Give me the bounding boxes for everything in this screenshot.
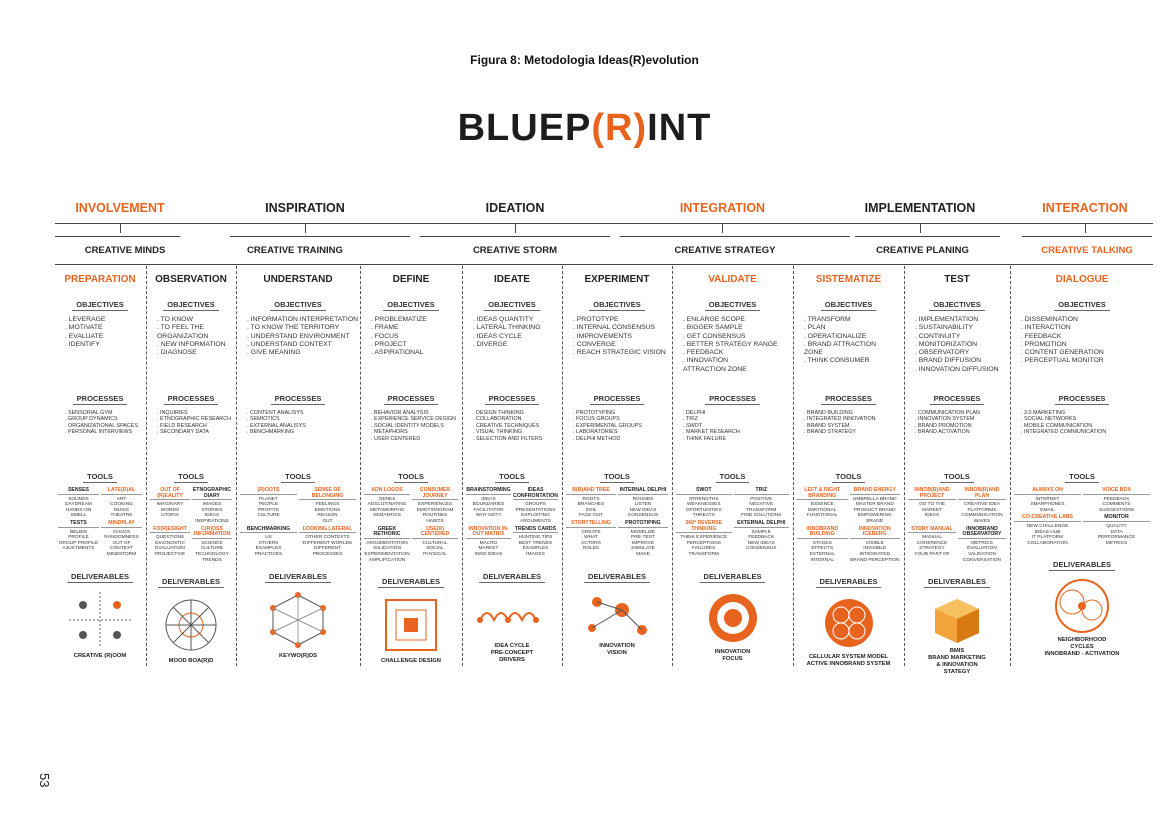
tool-title: TRIZ xyxy=(734,488,790,495)
creative-talking: CREATIVE TALKING xyxy=(1041,245,1133,256)
tool-card xyxy=(364,488,410,525)
deliverables-heading: DELIVERABLES xyxy=(1049,560,1115,571)
tool-card xyxy=(101,488,142,519)
band-rule xyxy=(230,236,410,237)
creative-minds: CREATIVE MINDS xyxy=(84,245,166,256)
tool-title: FO(R)ESIGHT xyxy=(150,527,190,534)
tool-body: POSITIVE NEGATIVE TRANSFORM FIND SOLUTIONS xyxy=(741,496,782,519)
tools-grid xyxy=(1014,488,1150,546)
step-title: UNDERSTAND xyxy=(263,274,333,285)
band-rule xyxy=(855,236,1000,237)
tool-body: ART COOKING MUSIC THEATRE xyxy=(110,496,133,519)
deliverables-heading: DELIVERABLES xyxy=(378,577,444,588)
column-define xyxy=(361,268,461,693)
tool-body: IDEAS BOUNDARIES FACILITATOR WHY NOT? xyxy=(472,496,505,519)
tool-body: ARGUMENTATION VALIDATION EXPERIMENTATION AMPLIFICATION xyxy=(364,540,410,563)
tools-heading: TOOLS xyxy=(281,472,315,483)
tool-title: INTERNAL DELPHI xyxy=(619,487,667,493)
cellular-system-icon xyxy=(814,595,884,651)
column-ideate xyxy=(463,268,561,693)
objectives-heading: OBJECTIVES xyxy=(163,300,219,311)
phase-implementation: IMPLEMENTATION xyxy=(864,201,976,215)
tool-title: CO-CREATIVE LABS xyxy=(1014,515,1081,522)
deliverable-label: CELLULAR SYSTEM MODEL ACTIVE INNOBRAND SYSTEM xyxy=(806,654,891,668)
creative-strategy: CREATIVE STRATEGY xyxy=(674,245,776,256)
tools-grid xyxy=(566,488,668,558)
processes-list: . COMMUNICATION PLAN . INNOVATION SYSTEM . BRAND PROMOTION . BRAND ACTIVATION xyxy=(915,410,980,436)
tools-heading: TOOLS xyxy=(83,472,117,483)
tool-card xyxy=(150,488,190,525)
tool-title: SENSES xyxy=(58,488,99,495)
processes-heading: PROCESSES xyxy=(485,394,540,405)
tool-title: TRENDS CARDS xyxy=(514,525,557,532)
tool-card xyxy=(676,488,732,519)
tool-body: EXPERIENCES EMOTIONGRAM ROUTINES HABITS xyxy=(416,502,454,524)
tools-heading: TOOLS xyxy=(174,472,208,483)
objectives-heading: OBJECTIVES xyxy=(383,300,439,311)
tool-body: STRENGTHS WEAKNESSES OPORTUNITIES THREATS xyxy=(685,496,722,519)
tool-title: SENSE OF BELONGING xyxy=(299,488,356,500)
tool-card xyxy=(513,488,558,525)
tool-body: QUALITY DATA PERFORMANCE METRICS xyxy=(1097,523,1136,546)
deliverables-heading: DELIVERABLES xyxy=(158,577,224,588)
tool-card xyxy=(513,527,558,558)
tick xyxy=(722,223,723,233)
tools-heading: TOOLS xyxy=(394,472,428,483)
tool-body: CULTURAL SOCIAL PHYSICAL xyxy=(422,540,448,557)
phase-inspiration: INSPIRATION xyxy=(265,201,345,215)
tool-card xyxy=(299,488,356,525)
step-title: PREPARATION xyxy=(64,274,136,285)
tool-card xyxy=(618,488,668,519)
logo-text-post: INT xyxy=(647,107,712,149)
tool-card xyxy=(734,521,790,558)
tool-body: MANUAL COHERENCE STRATEGY YOUR PART OF xyxy=(914,535,950,557)
tool-card xyxy=(412,527,458,564)
tool-body: VISIBLE INVISIBLE INTEGRATED BRAND PERCEPTION xyxy=(850,540,900,563)
tool-title: STORYTELLING xyxy=(566,521,616,528)
tool-card xyxy=(58,488,99,519)
tool-title: 360º REVERSE THINKING xyxy=(676,521,732,533)
tool-body: NEW CHALLENGE IDEAS HUB IT PLATFORM COLLABORATION xyxy=(1026,523,1069,546)
tool-card xyxy=(466,488,511,525)
tool-body: MODELIZE PRE-TEST IMPROVE SIMULATE MAKE xyxy=(630,529,656,557)
band-rule xyxy=(1022,236,1152,237)
tools-heading: TOOLS xyxy=(716,472,750,483)
objectives-list: . IDEAS QUANTITY . LATERAL THINKING . IDEAS CYCLE . DIVERGE xyxy=(473,316,541,348)
tool-card xyxy=(240,488,297,525)
tick xyxy=(920,223,921,233)
objectives-heading: OBJECTIVES xyxy=(484,300,540,311)
tool-title: ALWAYS ON xyxy=(1014,488,1081,495)
objectives-list: . IMPLEMENTATION . SUSTAINABILITY . CONTINUITY . MONITORIZATION . OBSERVATORY . BRAND DIFFUSION . INNOVATION DIFFUSION xyxy=(915,316,999,373)
column-test xyxy=(905,268,1009,693)
tools-grid xyxy=(364,488,458,563)
creative-planing: CREATIVE PLANING xyxy=(876,245,969,256)
deliverables-heading: DELIVERABLES xyxy=(584,572,650,583)
tick xyxy=(515,223,516,233)
tool-title: USE(R) CENTERED xyxy=(412,527,458,539)
processes-heading: PROCESSES xyxy=(821,394,876,405)
phase-involvement: INVOLVEMENT xyxy=(75,201,165,215)
phase-rule xyxy=(55,223,1153,224)
objectives-heading: OBJECTIVES xyxy=(1054,300,1110,311)
tools-heading: TOOLS xyxy=(1065,472,1099,483)
tool-title: B(R)AND TREE xyxy=(566,488,616,495)
deliverable-label: INNOVATION VISION xyxy=(599,642,635,656)
tool-card xyxy=(908,527,956,564)
tool-title: GREEK RETHORIC xyxy=(364,527,410,539)
tool-title: SWOT xyxy=(676,488,732,495)
column-dialogue xyxy=(1011,268,1153,693)
tool-card xyxy=(850,488,901,525)
tool-title: LEFT & RIGHT BRANDING xyxy=(797,488,848,500)
tool-body: GO TO THE MARKET IDEAS xyxy=(918,502,946,519)
tool-body: BELBIN PROFILE GROUP PROFILE AJUSTMENTS xyxy=(58,529,99,552)
column-preparation xyxy=(55,268,145,693)
tool-title: INNOBRAND OBSERVATORY xyxy=(958,527,1006,539)
tool-title: STORY MANUAL xyxy=(908,527,956,534)
tools-grid xyxy=(240,488,356,558)
objectives-heading: OBJECTIVES xyxy=(821,300,877,311)
tool-body: OTHER CONTEXTS DIFFERENT WORLDS DIFFERENT PROCESSES xyxy=(302,535,353,557)
processes-heading: PROCESSES xyxy=(164,394,219,405)
band-rule xyxy=(420,236,610,237)
column-observation xyxy=(147,268,235,693)
step-title: OBSERVATION xyxy=(155,274,227,285)
objectives-list: . ENLARGE SCOPE . BIGGER SAMPLE . GET CONSENSUS . BETTER STRATEGY RANGE . FEEDBACK . INNOVATION ATTRACTION ZONE xyxy=(683,316,778,373)
processes-list: . BRAND BUILDING . INTEGRATED INNOVATION . BRAND SYSTEM . BRAND STRATEGY xyxy=(804,410,876,436)
step-title: DEFINE xyxy=(392,274,430,285)
tick xyxy=(120,223,121,233)
deliverable-label: CREATIVE (R)OOM xyxy=(73,652,127,659)
step-title: EXPERIMENT xyxy=(584,274,650,285)
tool-title: TESTS xyxy=(58,521,99,528)
tool-title: BRAINSTORMING xyxy=(466,487,511,493)
tool-title: PROTOTIPING xyxy=(618,521,668,528)
tool-card xyxy=(734,488,790,519)
tool-title: BRAND ENERGY xyxy=(850,488,901,495)
tool-card xyxy=(566,521,616,558)
column-validate xyxy=(673,268,792,693)
band-rule xyxy=(620,236,850,237)
processes-heading: PROCESSES xyxy=(930,394,985,405)
tool-body: STAGES EFFECTS EXTERNAL INTERNAL xyxy=(809,540,835,563)
phase-integration: INTEGRATION xyxy=(679,201,766,215)
challenge-design-icon xyxy=(376,595,446,655)
deliverable-label: MOOD BOA(R)D xyxy=(168,658,214,665)
step-title: SISTEMATIZE xyxy=(815,274,882,285)
tool-card xyxy=(364,527,410,564)
deliverable-label: KEYWO(R)DS xyxy=(279,652,317,659)
tool-body: FEEDBACK COMMENTS SUGGESTIONS xyxy=(1098,496,1135,513)
tool-title: LOOKING LATERAL xyxy=(299,527,356,534)
processes-heading: PROCESSES xyxy=(271,394,326,405)
tool-card xyxy=(1083,515,1150,546)
tool-title: C(R)OSS INFORMATION xyxy=(193,525,231,538)
column-experiment xyxy=(563,268,671,693)
deliverables-heading: DELIVERABLES xyxy=(700,572,766,583)
tool-card xyxy=(299,527,356,558)
tool-body: ROOTS BRANCHES SOIL FACE-OUT xyxy=(577,496,605,519)
idea-cycle-icon xyxy=(472,590,552,640)
deliverables-heading: DELIVERABLES xyxy=(479,572,545,583)
tool-card xyxy=(1014,515,1081,546)
tool-title: LATE(R)AL xyxy=(101,488,142,495)
mood-board-icon xyxy=(156,595,226,655)
tool-card xyxy=(240,527,297,558)
tool-body: ESSENCE EMOTIONAL FUNCTIONAL xyxy=(806,502,838,519)
step-title: VALIDATE xyxy=(708,274,757,285)
step-title: IDEATE xyxy=(494,274,530,285)
innovation-focus-icon xyxy=(698,590,768,646)
logo-text-pre: BLUEP xyxy=(457,107,592,149)
processes-list: . 3.0 MARKETING . SOCIAL NETWORKS . MOBILE COMMUNICATION . INTEGRATED COMMUNICATION xyxy=(1021,410,1107,436)
tool-title: INNOB(R)AND PROJECT xyxy=(908,488,956,500)
phase-ideation: IDEATION xyxy=(485,201,545,215)
band-rule xyxy=(55,236,180,237)
tool-title: VOICE BOX xyxy=(1083,488,1150,495)
objectives-list: . PROTOTYPE . INTERNAL CONSENSUS . IMPROVEMENTS . CONVERGE . REACH STRATEGIC VISION xyxy=(573,316,666,357)
phase-interaction: INTERACTION xyxy=(1042,201,1128,215)
tools-heading: TOOLS xyxy=(940,472,974,483)
objectives-heading: OBJECTIVES xyxy=(589,300,645,311)
tool-body: QUESTIONS DIAGNOSTIC EVALUATION PROJECTIVE xyxy=(154,535,186,557)
objectives-list: . DISSEMINATION . INTERACTION . FEEDBACK . PROMOTION . CONTENT GENERATION . PERCEPTUAL MONITOR xyxy=(1021,316,1104,365)
deliverables-heading: DELIVERABLES xyxy=(924,577,990,588)
tool-body: IMAGES STORIES IDEAS INSPIRATIONS xyxy=(195,502,229,524)
tick xyxy=(305,223,306,233)
tool-card xyxy=(192,488,232,525)
processes-heading: PROCESSES xyxy=(384,394,439,405)
tool-card xyxy=(566,488,616,519)
tools-grid xyxy=(466,488,558,558)
processes-heading: PROCESSES xyxy=(73,394,128,405)
tools-grid xyxy=(58,488,142,558)
tool-title: (R)OOTS xyxy=(240,488,297,495)
processes-heading: PROCESSES xyxy=(1055,394,1110,405)
logo-text-accent: (R) xyxy=(591,107,648,149)
tool-card xyxy=(618,521,668,558)
deliverable-label: CHALLENGE DESIGN xyxy=(381,658,441,665)
objectives-heading: OBJECTIVES xyxy=(270,300,326,311)
tool-body: ROUNDS LISTEN NEW IDEAS CONSENSUS xyxy=(627,496,659,519)
tool-body: CREATE WHAT ACTORS ROLES xyxy=(581,529,601,552)
deliverable-label: BMIS BRAND MARKETING & INNOVATION STATEGY xyxy=(928,648,986,676)
tool-title: MONITOR xyxy=(1083,515,1150,522)
tool-title: EXTERNAL DELPHI xyxy=(734,521,790,528)
innovation-vision-icon xyxy=(577,590,657,640)
tool-body: SAMPLE FEEDBACK NEW IDEAS CONSENSUS xyxy=(746,529,777,552)
deliverables-heading: DELIVERABLES xyxy=(265,572,331,583)
deliverables-heading: DELIVERABLES xyxy=(816,577,882,588)
processes-list: . PROTOTYPING . FOCUS GROUPS . EXPERIMENTAL GROUPS . LABORATORIES . DELPHI METHOD xyxy=(573,410,642,442)
tool-body: UMBRELLA BRAND MASTER BRAND PRODUCT BRAND EMPOWERING BRAND xyxy=(852,496,897,524)
tool-card xyxy=(850,527,901,564)
tool-card xyxy=(101,521,142,558)
processes-list: . SENSORIAL GYM . GROUP DYNAMICS . ORGANIZATIONAL SPACES . PERSONAL INTERVIEWS xyxy=(65,410,138,436)
tools-grid xyxy=(676,488,789,558)
processes-heading: PROCESSES xyxy=(705,394,760,405)
tool-card xyxy=(58,521,99,558)
tool-body: INTERNET SMARPHONES EMAIL xyxy=(1030,496,1065,513)
tool-body: IMAGINARY WORDS UTOPIA xyxy=(156,502,184,519)
creative-rule xyxy=(55,264,1153,265)
tool-card xyxy=(150,527,190,564)
tools-grid xyxy=(908,488,1006,563)
tool-body: PLANET PEOPLE PROFITS CULTURE xyxy=(257,496,280,519)
tool-card xyxy=(908,488,956,525)
tool-body: SOUNDS DAYDREAM HANDS-ON SMELL xyxy=(65,496,92,519)
tick xyxy=(1085,223,1086,233)
neighborhood-cycles-icon xyxy=(1032,578,1132,634)
keywords-icon xyxy=(253,590,343,650)
tool-card xyxy=(466,527,511,558)
processes-list: . INQUIRIES . ETNOGRAPHIC RESEARCH . FIELD RESEARCH . SECONDARY DATA xyxy=(157,410,231,436)
tools-grid xyxy=(150,488,232,563)
tool-card xyxy=(676,521,732,558)
deliverables-heading: DELIVERABLES xyxy=(67,572,133,583)
tool-card xyxy=(958,527,1006,564)
processes-list: . CONTENT ANALISYS . SEMIOTICS . EXTERNAL ANALISYS . BENCHMARKING xyxy=(247,410,306,436)
objectives-list: . PROBLEMATIZE . FRAME . FOCUS . PROJECT . ASPIRATIONAL xyxy=(371,316,427,357)
processes-heading: PROCESSES xyxy=(590,394,645,405)
tool-body: CREATIVE IDEA PLATFORMS COMMUNICATION WAVES xyxy=(961,502,1003,524)
blueprint-logo xyxy=(0,108,1169,148)
objectives-list: . LEVERAGE . MOTIVATE . EVALUATE . IDENTIFY xyxy=(65,316,106,348)
objectives-list: . TRANSFORM . PLAN . OPERATIONALIZE . BRAND ATTRACTION ZONE . THINK CONSUMER xyxy=(804,316,877,365)
creative-training: CREATIVE TRAINING xyxy=(247,245,343,256)
page-number: 53 xyxy=(37,773,52,788)
tool-body: HUNTING TIPS BEST TRENDS EXAMPLES IMAGES xyxy=(518,535,553,557)
tool-card xyxy=(192,527,232,564)
tool-card xyxy=(1014,488,1081,513)
tools-grid xyxy=(797,488,900,563)
objectives-heading: OBJECTIVES xyxy=(705,300,761,311)
tool-card xyxy=(1083,488,1150,513)
tool-card xyxy=(412,488,458,525)
tool-title: CONSUMER JOURNEY xyxy=(412,488,458,500)
tool-card xyxy=(797,527,848,564)
tool-body: US OTHERS EXAMPLES PRACTICES xyxy=(254,535,283,557)
tool-body: GROUPS PRESENTATIONS EXPLOITING ARGUMENTS xyxy=(515,502,556,524)
step-title: DIALOGUE xyxy=(1055,274,1109,285)
tool-title: ADN LOGOS xyxy=(364,488,410,495)
objectives-list: . TO KNOW . TO FEEL THE ORGANIZATION . NEW INFORMATION . DIAGNOSE xyxy=(157,316,226,357)
tool-title: MINDPLAY xyxy=(101,521,142,528)
creative-storm: CREATIVE STORM xyxy=(472,245,558,256)
tool-title: INNOVATION IN-OUT MATRIX xyxy=(466,527,511,539)
objectives-heading: OBJECTIVES xyxy=(72,300,128,311)
objectives-heading: OBJECTIVES xyxy=(929,300,985,311)
tool-title: OUT OF (R)EALITY xyxy=(150,488,190,500)
tool-title: INNOVATION ICEBERG xyxy=(850,527,901,539)
tool-body: METRICS EVALUATION VALIDATION CONVERSATION xyxy=(962,540,1002,563)
deliverable-label: INNOVATION FOCUS xyxy=(714,648,751,662)
deliverable-label: NEIGHBORHOOD CYCLES INNOBRAND - ACTIVATION xyxy=(1044,637,1120,658)
tool-body: CHAOS RANDOMNESS OUT OF CONTEXT MINDSTORM xyxy=(104,529,139,557)
tool-card xyxy=(958,488,1006,525)
tools-heading: TOOLS xyxy=(495,472,529,483)
tools-heading: TOOLS xyxy=(832,472,866,483)
tool-title: ETNOGRAPHIC DIARY xyxy=(192,487,232,499)
tool-title: BENCHMARKING xyxy=(240,527,297,534)
tool-title: INNOB(R)AND PLAN xyxy=(958,488,1006,500)
column-understand xyxy=(237,268,359,693)
creative-room-icon xyxy=(65,590,135,650)
tool-card xyxy=(797,488,848,525)
bmis-cube-icon xyxy=(927,595,987,645)
tool-body: FEELINGS EMOTIONS REASON GUT xyxy=(314,502,341,524)
step-title: TEST xyxy=(944,274,970,285)
objectives-list: . INFORMATION INTERPRETATION . TO KNOW THE TERRITORY . UNDERSTAND ENVIRONMENT . UNDERSTAND CONTEXT . GIVE MEANING xyxy=(247,316,359,357)
column-sistematize xyxy=(794,268,903,693)
tools-heading: TOOLS xyxy=(600,472,634,483)
processes-list: . DESIGN THINKING . COLLABORATION . CREATIVE TECHNIQUES . VISUAL THINKING . SELECTION AND FILTERS xyxy=(473,410,543,442)
processes-list: . DELPHI . TRIZ . SWOT . MARKET RESEARCH . THINK FAILURE xyxy=(683,410,740,442)
tool-body: GENES AGGLUTINATING METAMORPHS SEMANTICS xyxy=(367,496,407,519)
tool-body: MACRO MARKET INNO IDEAS xyxy=(474,540,503,557)
tool-title: INNOBRAND BUILDING xyxy=(797,527,848,539)
tool-title: IDEAS CONFRONTATION xyxy=(513,487,558,499)
deliverable-label: IDEA CYCLE PRE-CONCEPT DRIVERS xyxy=(490,642,534,663)
figure-caption: Figura 8: Metodologia Ideas(R)evolution xyxy=(470,53,699,67)
tool-body: THINK EXPERIENCE PERCEPTIONS FAILURES TRANSFORM xyxy=(680,535,728,557)
tool-body: SCIENCE CULTURE TECHNOLOGY TRENDS xyxy=(195,540,229,563)
processes-list: . BEHAVIOR ANALYSIS . EXPERIENCE SERVICE DESIGN . SOCIAL IDENTITY MODELS . METAPHORS . USER CENTERED xyxy=(371,410,456,442)
